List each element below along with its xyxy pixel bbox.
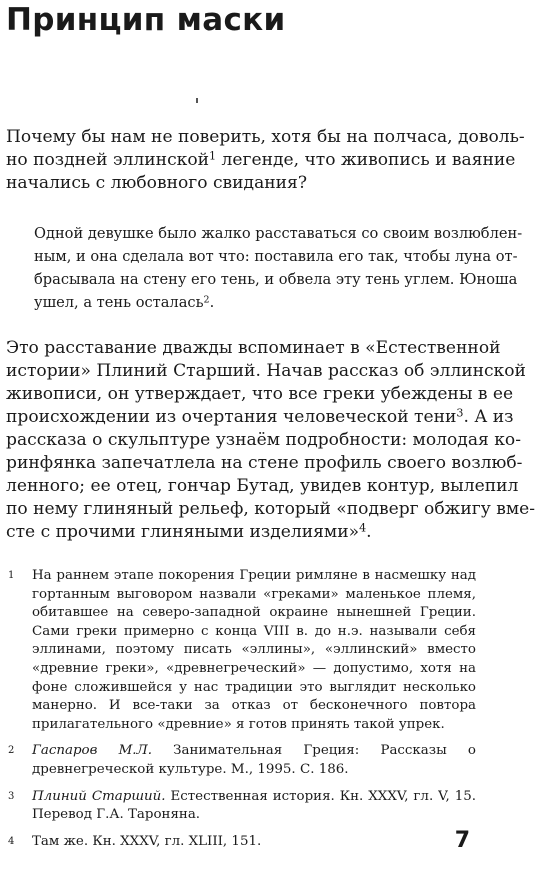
footnote-text: Там же. Кн. XXXV, гл. XLIII, 151. [32,833,262,849]
footnote-text [32,788,476,825]
body-line-7: ленного; ее отец, гончар Бутад, увидев контур, вылепил [6,476,519,496]
footnote-3 [6,788,476,825]
body-line-3: живописи, он утверждает, что все греки убеждены в ее [6,384,514,404]
intro-line-1: Почему бы нам не поверить, хотя бы на полчаса, доволь- [6,127,525,147]
footnote-1 [6,567,476,734]
body-line-2: истории» Плиний Старший. Начав рассказ об эллинской [6,361,526,381]
body-line-1: Это расставание дважды вспоминает в «Естественной [6,338,501,358]
body-line-9-end: . [366,522,372,542]
footnote-ref-3[interactable]: 3 [456,406,464,420]
page-number: 7 [454,828,470,853]
body-line-5: рассказа о скульптуре узнаём подробности: молодая ко- [6,430,521,450]
body-paragraph [6,337,535,544]
footnote-ref-1[interactable]: 1 [209,149,217,163]
quote-line-4-end: . [209,294,215,311]
print-mark [196,98,198,103]
body-line-9-text: сте с прочими глиняными изделиями» [6,522,360,542]
body-line-6: ринфянка запечатлела на стене профиль своего возлюб- [6,453,523,473]
footnote-author: Плиний Старший. [32,788,166,804]
footnote-ref-2[interactable]: 2 [203,294,210,306]
body-line-9 [6,521,476,544]
body-line-4-text: происхождении из очертания человеческой тени [6,407,457,427]
intro-text-a: но поздней эллинской [6,150,210,170]
quote-line-2: ным, и она сделала вот что: поставила его так, чтобы луна от- [34,248,518,265]
footnote-number: 4 [8,835,15,847]
quote-line-4-text: ушел, а тень осталась [34,294,204,311]
intro-text-b: легенде, что живопись и ваяние [216,150,516,170]
footnote-source: Занимательная Греция: Рассказы о древнегреческой культуре. М., 1995. С. 186. [32,743,476,777]
footnote-author: Гаспаров М.Л. [32,743,152,759]
intro-line-3: начались с любовного свидания? [6,173,308,193]
footnote-4 [6,833,476,852]
quote-line-3: брасывала на стену его тень, и обвела эту тень углем. Юноша [34,271,518,288]
chapter-title: Принцип маски [6,2,286,38]
footnote-number: 2 [8,745,15,757]
footnote-text: На раннем этапе покорения Греции римляне в насмешку над гортанным выговором назвали «греками» маленькое племя, обитавшее на северо-западной окраине нынешней Греции. Сами греки примерно с конца VIII в. до н.э. называли себя эллинами, поэтому писать «эллины», «эллинский» вместо «древние греки», «древнегреческий» — допустимо, хотя на фоне сложившейся у нас традиции это выглядит несколько манерно. И все-таки за отказ от бесконечного повтора прилагательного «древние» я готов принять такой упрек. [32,568,476,732]
quote-line-1: Одной девушке было жалко расставаться со своим возлюблен- [34,225,523,242]
body-line-8: по нему глиняный рельеф, который «подверг обжигу вме- [6,499,535,519]
footnote-number: 1 [8,570,15,581]
footnote-source: Естественная история. Кн. XXXV, гл. V, 15. Перевод Г.А. Тароняна. [32,788,476,823]
intro-line-2 [6,149,516,172]
footnote-number: 3 [8,790,15,802]
body-line-4-end: . А из [463,407,514,427]
intro-paragraph [6,126,525,195]
footnote-ref-4[interactable]: 4 [359,521,367,535]
legend-quote [34,222,523,314]
footnotes [6,567,476,859]
footnote-2 [6,742,476,779]
footnote-text [32,742,476,779]
quote-line-4 [34,291,476,314]
body-line-4 [6,406,514,429]
